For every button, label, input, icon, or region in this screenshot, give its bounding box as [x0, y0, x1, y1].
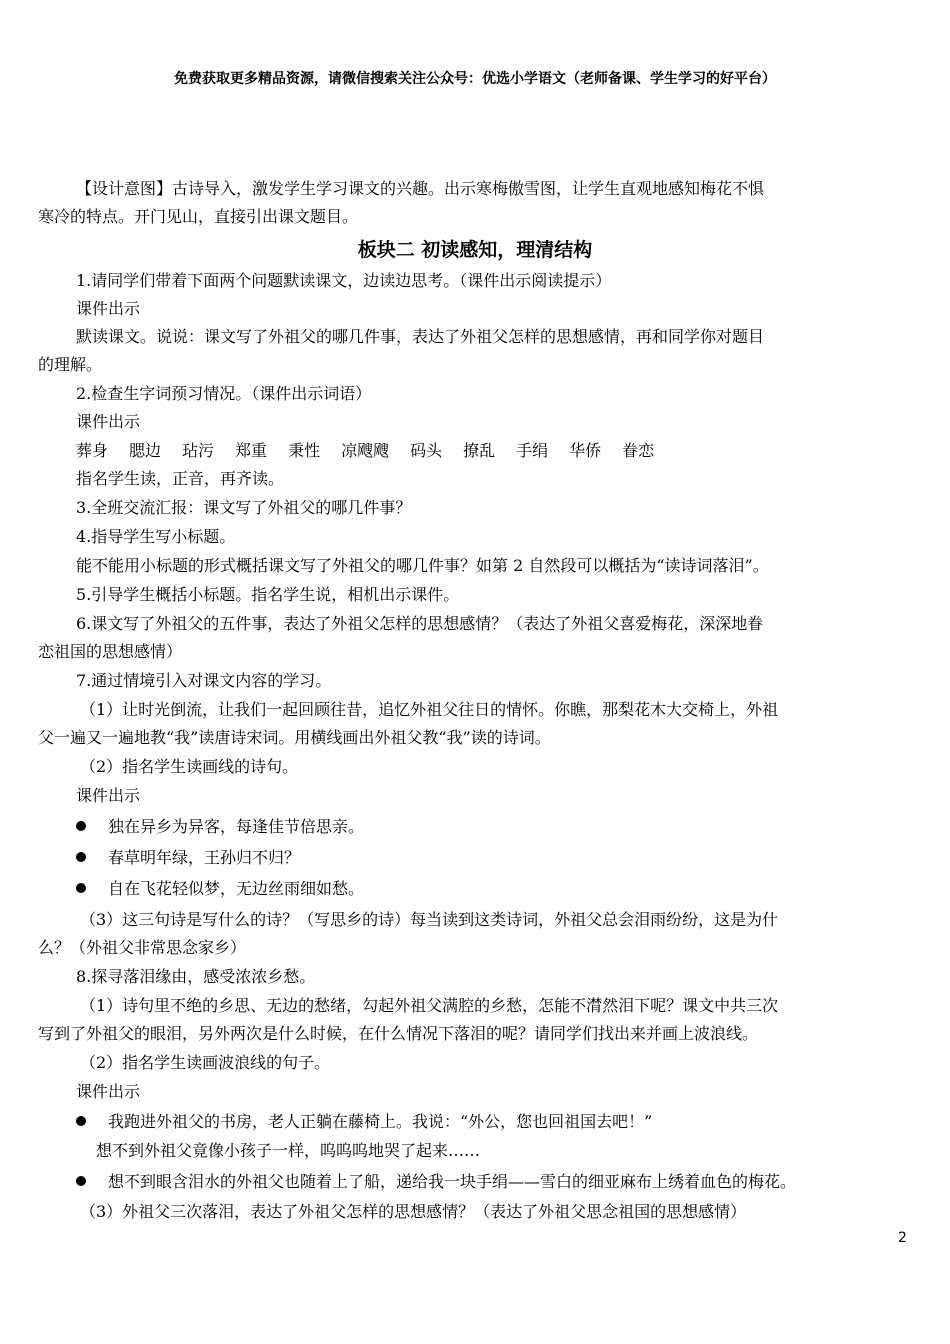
word: 码头 [410, 441, 443, 460]
poem-item: 春草明年绿，王孙归不归？ [76, 847, 300, 869]
word: 玷污 [182, 441, 215, 460]
poem-item: 独在异乡为异客，每逢佳节倍思亲。 [76, 816, 364, 838]
paragraph-5: 5.引导学生概括小标题。指名学生说，相机出示课件。 [76, 585, 460, 604]
paragraph-7: 7.通过情境引入对课文内容的学习。 [76, 671, 332, 690]
page-number: 2 [898, 1230, 907, 1246]
page-header: 免费获取更多精品资源，请微信搜索关注公众号：优选小学语文（老师备课、学生学习的好平台） [174, 71, 776, 87]
design-intent-line2: 寒冷的特点。开门见山，直接引出课文题目。 [38, 207, 359, 226]
word: 撩乱 [463, 441, 496, 460]
courseware-label: 课件出示 [76, 786, 141, 805]
paragraph-4b: 能不能用小标题的形式概括课文写了外祖父的哪几件事？如第 2 自然段可以概括为“读诗词落泪”。 [76, 556, 769, 575]
word: 手绢 [516, 441, 549, 460]
word: 华侨 [569, 441, 602, 460]
paragraph-3: 3.全班交流汇报：课文写了外祖父的哪几件事？ [76, 498, 412, 517]
paragraph-1b-line1: 默读课文。说说：课文写了外祖父的哪几件事，表达了外祖父怎样的思想感情，再和同学你对题目 [76, 327, 765, 346]
paragraph-7-2: （2）指名学生读画线的诗句。 [80, 757, 299, 776]
word: 秉性 [288, 441, 321, 460]
word: 腮边 [129, 441, 162, 460]
vocabulary-list [76, 440, 675, 462]
paragraph-8-1-line1: （1）诗句里不绝的乡思、无边的愁绪，勾起外祖父满腔的乡愁，怎能不潸然泪下呢？课文中共三次 [80, 996, 779, 1015]
bullet-icon [76, 821, 86, 831]
paragraph-6-line1: 6.课文写了外祖父的五件事，表达了外祖父怎样的思想感情？（表达了外祖父喜爱梅花，深深地眷 [76, 614, 764, 633]
bullet-icon [76, 883, 86, 893]
courseware-label: 课件出示 [76, 299, 141, 318]
paragraph-8-3: （3）外祖父三次落泪，表达了外祖父怎样的思想感情？（表达了外祖父思念祖国的思想感情） [80, 1202, 747, 1221]
paragraph-7-1-line2: 父一遍又一遍地教“我”读唐诗宋词。用横线画出外祖父教“我”读的诗词。 [38, 728, 551, 747]
word: 郑重 [235, 441, 268, 460]
quote-item-line2: 想不到外祖父竟像小孩子一样，呜呜呜地哭了起来…… [96, 1141, 481, 1160]
design-intent-line1: 【设计意图】古诗导入，激发学生学习课文的兴趣。出示寒梅傲雪图，让学生直观地感知梅花不惧 [76, 179, 765, 198]
word: 凉飕飕 [341, 441, 390, 460]
section-title: 板块二 初读感知，理清结构 [357, 239, 593, 261]
paragraph-8-2: （2）指名学生读画波浪线的句子。 [80, 1053, 331, 1072]
poem-item: 自在飞花轻似梦，无边丝雨细如愁。 [76, 878, 364, 900]
bullet-icon [76, 1176, 86, 1186]
paragraph-7-3-line1: （3）这三句诗是写什么的诗？（写思乡的诗）每当读到这类诗词，外祖父总会泪雨纷纷，这是为什 [80, 910, 779, 929]
paragraph-7-3-line2: 么？（外祖父非常思念家乡） [38, 938, 247, 957]
paragraph-1b-line2: 的理解。 [38, 355, 103, 374]
quote-item: 我跑进外祖父的书房，老人正躺在藤椅上。我说：“外公，您也回祖国去吧！” [76, 1111, 652, 1133]
courseware-label: 课件出示 [76, 412, 141, 431]
paragraph-2b: 指名学生读，正音，再齐读。 [76, 469, 285, 488]
bullet-icon [76, 1116, 86, 1126]
bullet-icon [76, 852, 86, 862]
paragraph-6-line2: 恋祖国的思想感情） [38, 642, 183, 661]
paragraph-1: 1.请同学们带着下面两个问题默读课文，边读边思考。（课件出示阅读提示） [76, 271, 612, 290]
courseware-label: 课件出示 [76, 1082, 141, 1101]
word: 眷恋 [622, 441, 655, 460]
paragraph-8: 8.探寻落泪缘由，感受浓浓乡愁。 [76, 967, 316, 986]
paragraph-2: 2.检查生字词预习情况。（课件出示词语） [76, 384, 372, 403]
paragraph-4: 4.指导学生写小标题。 [76, 527, 236, 546]
quote-item: 想不到眼含泪水的外祖父也随着上了船，递给我一块手绢——雪白的细亚麻布上绣着血色的梅花。 [76, 1171, 796, 1193]
paragraph-7-1-line1: （1）让时光倒流，让我们一起回顾往昔，追忆外祖父往日的情怀。你瞧，那梨花木大交椅上，外祖 [80, 700, 779, 719]
paragraph-8-1-line2: 写到了外祖父的眼泪，另外两次是什么时候，在什么情况下落泪的呢？请同学们找出来并画上波浪线。 [38, 1024, 759, 1043]
word: 葬身 [76, 441, 109, 460]
